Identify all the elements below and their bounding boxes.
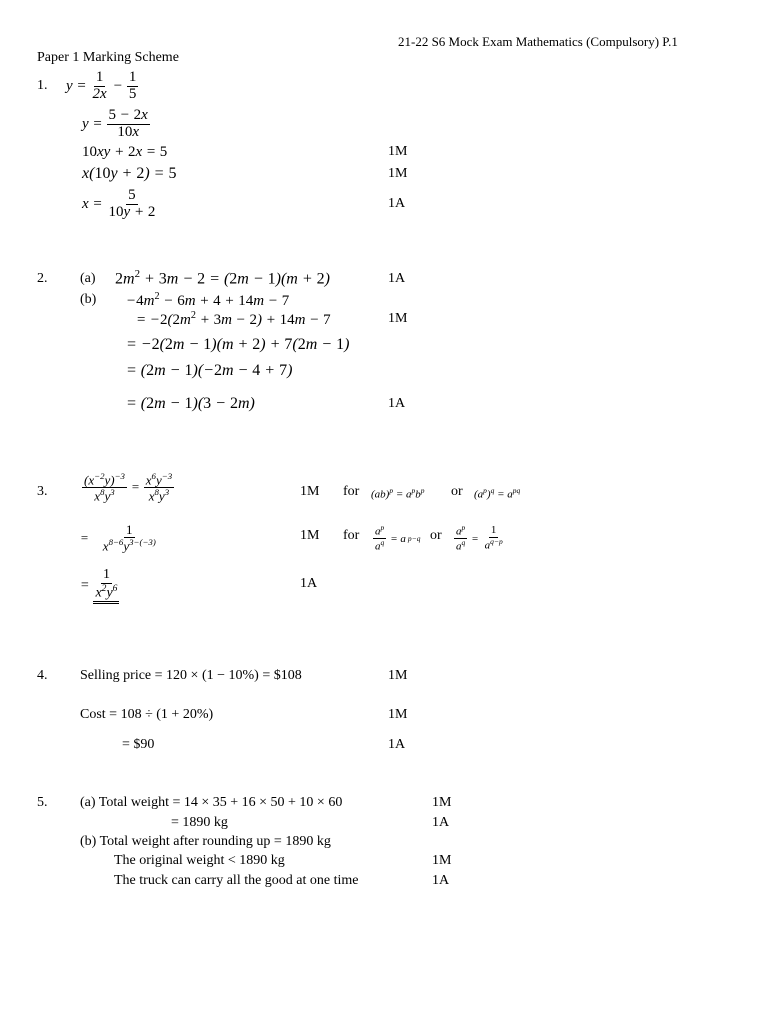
q1-number: 1. (37, 78, 48, 93)
q3-rule3: $\frac{a^p}{a^q}$ = a p−q (375, 523, 421, 553)
q3-rule1: $(ab)^p = a^pb^p$ (371, 486, 425, 501)
q2b-line5: = (2m − 1)(3 − 2m) (126, 395, 255, 412)
q1-mark3: 1A (388, 196, 406, 211)
q2b-line3: = −2(2m − 1)(m + 2) + 7(2m − 1) (126, 336, 350, 353)
q2b-line1: $-4m^2 - 6m + 4 + 14m - 7$ (126, 291, 290, 309)
q1-line1: y = $\frac{1}{2x}$ − $\frac{1}{5}$ (66, 69, 137, 102)
q3-mark2: 1M (300, 528, 320, 543)
q5b-line3: The truck can carry all the good at one time (114, 873, 359, 888)
q5-mark4: 1A (432, 873, 450, 888)
q5a-line2: = 1890 kg (171, 815, 228, 830)
q3-line2: = $\frac{1}{x^{8-6}y^{3-(-3)}}$ (80, 522, 156, 553)
q1-line5: x = $\frac{5}{10y + 2}$ (82, 187, 156, 220)
q2b-line2: = $-2(2m^2 + 3m - 2) + 14m - 7$ (136, 310, 331, 328)
q2-mark3: 1A (388, 396, 406, 411)
q3-number: 3. (37, 484, 48, 499)
q2-part-b: (b) (80, 292, 97, 307)
q5-number: 5. (37, 795, 48, 810)
q2-mark2: 1M (388, 311, 408, 326)
q2-part-a: (a) (80, 271, 96, 286)
q5b-line1: (b) Total weight after rounding up = 1890 kg (80, 834, 331, 849)
q3-line3: = $\frac{1}{x^2y^6}$ (80, 568, 121, 604)
q3-line1: $\frac{(x^{-2}y)^{-3}}{x^8y^3}$ = $\frac{x^6y^{-3}}{x^8y^3}$ (84, 471, 173, 504)
page-title: Paper 1 Marking Scheme (37, 50, 179, 65)
q2a-line: $2m^2 + 3m - 2 = (2m - 1)(m + 2)$ (115, 268, 330, 288)
q3-for2: for (343, 528, 360, 543)
q3-rule4: $\frac{a^p}{a^q}$ = $\frac{1}{a^{q-p}}$ (456, 523, 503, 553)
q3-for1: for (343, 484, 360, 499)
page-header: 21-22 S6 Mock Exam Mathematics (Compulsory) P.1 (398, 34, 678, 49)
q1-line4: x(10y + 2) = 5 (82, 165, 177, 182)
q3-or2: or (430, 528, 442, 543)
q5a-line1: (a) Total weight = 14 × 35 + 16 × 50 + 10 × 60 (80, 795, 343, 810)
q5b-line2: The original weight < 1890 kg (114, 853, 285, 868)
q5-mark2: 1A (432, 815, 450, 830)
q4-result: = $90 (122, 737, 155, 752)
q3-or1: or (451, 484, 463, 499)
q4-mark2: 1M (388, 707, 408, 722)
q4-number: 4. (37, 668, 48, 683)
q4-mark3: 1A (388, 737, 406, 752)
q1-mark1: 1M (388, 144, 408, 159)
q4-cost: Cost = 108 ÷ (1 + 20%) (80, 707, 214, 722)
q3-mark1: 1M (300, 484, 320, 499)
q2-mark1: 1A (388, 271, 406, 286)
q3-rule2: $(a^p)^q = a^{pq}$ (474, 486, 521, 501)
q1-line3: 10xy + 2x = 5 (82, 144, 168, 160)
q3-mark3: 1A (300, 576, 318, 591)
q5-mark3: 1M (432, 853, 452, 868)
q2b-line4: = (2m − 1)(−2m − 4 + 7) (126, 362, 293, 379)
q4-mark1: 1M (388, 668, 408, 683)
q5-mark1: 1M (432, 795, 452, 810)
q2-number: 2. (37, 271, 48, 286)
q1-line2: y = $\frac{5 - 2x}{10x}$ (82, 107, 148, 140)
q4-selling-price: Selling price = 120 × (1 − 10%) = $108 (80, 668, 302, 683)
q1-mark2: 1M (388, 166, 408, 181)
